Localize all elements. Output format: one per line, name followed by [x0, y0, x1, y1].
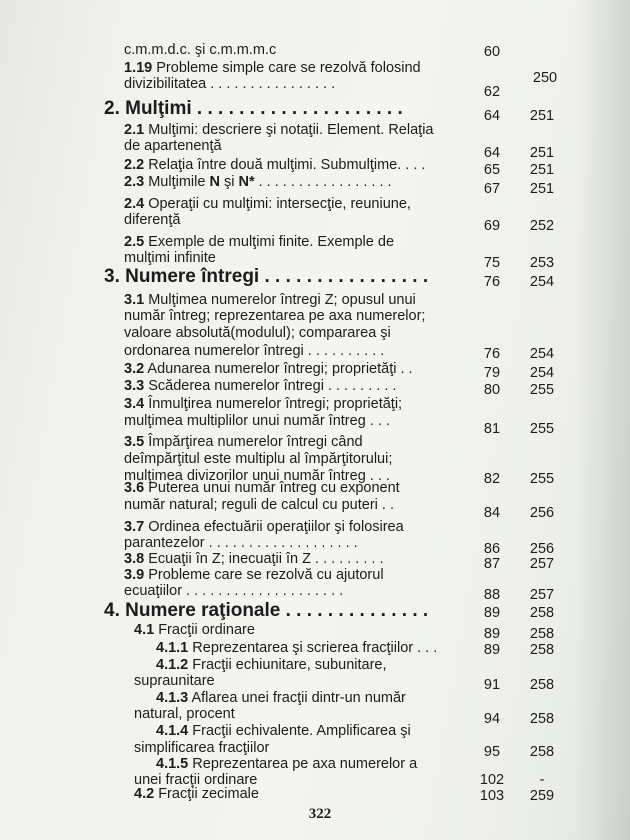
page-ref: 87	[483, 556, 501, 572]
toc-text: Reprezentarea pe axa numerelor a	[192, 756, 418, 772]
toc-text: Scăderea numerelor întregi . . . . . . . . .	[148, 378, 397, 394]
toc-text: deîmpărţitul este multiplu al împărţitorului;	[124, 451, 393, 467]
page-ref: 251	[529, 145, 555, 161]
page-ref: 76	[483, 274, 501, 290]
toc-number: 3.4	[124, 396, 145, 412]
page-ref: 255	[529, 471, 555, 487]
toc-text: mulţimea multiplilor unui număr întreg . . .	[124, 413, 390, 429]
page-ref: 258	[529, 677, 555, 693]
toc-text: Adunarea numerelor întregi; proprietăţi . .	[147, 361, 413, 377]
toc-text: Înmulţirea numerelor întregi; proprietăţi;	[148, 396, 403, 412]
page-ref: 259	[529, 788, 555, 804]
toc-text: valoare absolută(modulul); compararea şi	[124, 325, 391, 341]
toc-text: natural, procent	[134, 706, 235, 722]
toc-text: Mulţimile	[148, 174, 206, 190]
page-ref: 251	[529, 162, 555, 178]
toc-text: Probleme simple care se rezolvă folosind	[156, 60, 421, 76]
toc-number: 4.1.4	[156, 723, 189, 739]
toc-line	[124, 519, 404, 535]
section-heading: 4. Numere raţionale . . . . . . . . . . . . . .	[104, 600, 429, 621]
toc-number: 4.1.3	[156, 690, 189, 706]
toc-text: ecuaţiilor . . . . . . . . . . . . . . . . . . . .	[124, 583, 344, 599]
toc-line	[156, 756, 417, 772]
page-ref: 65	[483, 162, 501, 178]
page-ref: 89	[483, 626, 501, 642]
page-ref: -	[539, 772, 545, 788]
toc-text: unei fracţii ordinare	[134, 772, 258, 788]
page-ref: 64	[483, 108, 501, 124]
page-ref: 76	[483, 346, 501, 362]
page-ref: 103	[479, 788, 505, 804]
toc-line	[124, 76, 335, 92]
toc-text: mulţimea divizorilor unui număr întreg . . .	[124, 468, 390, 484]
set-symbol: N*	[238, 174, 255, 190]
toc-text: Exemple de mulţimi finite. Exemple de	[148, 234, 395, 250]
toc-line	[156, 657, 387, 673]
toc-number: 4.2	[134, 786, 155, 802]
toc-number: 3.2	[124, 361, 145, 377]
toc-text: Operaţii cu mulţimi: intersecţie, reuniune,	[148, 196, 411, 212]
toc-text: Fracţii zecimale	[158, 786, 259, 802]
toc-text: Mulţimi: descriere şi notaţii. Element. Relaţia	[148, 122, 434, 138]
toc-text: Fracţii ordinare	[158, 622, 255, 638]
toc-line	[124, 174, 392, 190]
page-ref: 251	[529, 181, 555, 197]
page-ref: 89	[483, 605, 501, 621]
page-ref: 258	[529, 626, 555, 642]
toc-text: Fracţii echiunitare, subunitare,	[192, 657, 387, 673]
toc-text: mulţimi infinite	[124, 250, 216, 266]
toc-line	[124, 451, 392, 467]
page-ref: 257	[529, 556, 555, 572]
toc-line	[124, 196, 411, 212]
toc-text: Probleme care se rezolvă cu ajutorul	[148, 567, 384, 583]
page-ref: 256	[529, 541, 555, 557]
toc-number: 4.1	[134, 622, 155, 638]
toc-line	[134, 740, 269, 756]
toc-line	[124, 567, 384, 583]
toc-text: Relaţia între două mulţimi. Submulţime. . . .	[148, 157, 426, 173]
section-heading: 2. Mulţimi . . . . . . . . . . . . . . . . . . . .	[104, 98, 403, 119]
page-ref: 82	[483, 471, 501, 487]
toc-line	[124, 396, 402, 412]
toc-line	[124, 361, 413, 377]
toc-line	[124, 292, 416, 308]
page-ref: 256	[529, 505, 555, 521]
toc-text: Aflarea unei fracţii dintr-un număr	[191, 690, 406, 706]
page-ref: 86	[483, 541, 501, 557]
toc-text: număr natural; reguli de calcul cu puteri . .	[124, 497, 394, 513]
toc-text: şi	[223, 174, 235, 190]
toc-number: 2.4	[124, 196, 145, 212]
toc-number: 2.5	[124, 234, 145, 250]
page-number: 322	[308, 806, 332, 822]
toc-line	[124, 434, 363, 450]
page-ref: 102	[479, 772, 505, 788]
page-ref: 257	[529, 587, 555, 603]
toc-number: 4.1.1	[156, 640, 189, 656]
page-ref: 255	[529, 382, 555, 398]
toc-text: număr întreg; reprezentarea pe axa numerelor;	[124, 308, 426, 324]
section-heading: 3. Numere întregi . . . . . . . . . . . . . . . .	[104, 266, 429, 287]
toc-text: diferenţă	[124, 212, 181, 228]
toc-line	[124, 234, 394, 250]
page-ref: 80	[483, 382, 501, 398]
toc-line	[124, 42, 276, 58]
toc-line	[156, 690, 406, 706]
page-ref: 81	[483, 421, 501, 437]
toc-line	[156, 640, 437, 656]
page-ref: 254	[529, 346, 555, 362]
toc-number: 2.2	[124, 157, 145, 173]
toc-text: ordonarea numerelor întregi . . . . . . . . . .	[124, 343, 385, 359]
toc-text: supraunitare	[134, 673, 215, 689]
toc-line	[124, 535, 358, 551]
toc-line	[124, 250, 216, 266]
toc-text: Mulţimea numerelor întregi Z; opusul unui	[148, 292, 416, 308]
toc-line	[124, 60, 421, 76]
page-ref: 251	[529, 108, 555, 124]
toc-text: parantezelor . . . . . . . . . . . . . . . . . . .	[124, 535, 358, 551]
page-ref: 69	[483, 218, 501, 234]
toc-line	[124, 343, 384, 359]
toc-number: 3.1	[124, 292, 145, 308]
page-ref: 79	[483, 365, 501, 381]
toc-text: Puterea unui număr întreg cu exponent	[148, 480, 400, 496]
page-ref: 75	[483, 255, 501, 271]
toc-number: 3.6	[124, 480, 145, 496]
toc-line	[134, 786, 259, 802]
page-ref: 91	[483, 677, 501, 693]
toc-text: Împărţirea numerelor întregi când	[148, 434, 363, 450]
page-ref: 254	[529, 365, 555, 381]
page-ref: 64	[483, 145, 501, 161]
toc-line	[134, 706, 235, 722]
toc-text: Fracţii echivalente. Amplificarea şi	[192, 723, 411, 739]
page-ref: 67	[483, 181, 501, 197]
toc-number: 4.1.2	[156, 657, 189, 673]
toc-text: simplificarea fracţiilor	[134, 740, 270, 756]
toc-number: 2.3	[124, 174, 145, 190]
toc-line	[124, 583, 343, 599]
toc-line	[124, 378, 396, 394]
toc-line	[124, 308, 425, 324]
page-ref: 88	[483, 587, 501, 603]
toc-line	[124, 480, 400, 496]
page-ref: 84	[483, 505, 501, 521]
page-edge-shadow	[575, 0, 630, 840]
toc-number: 4.1.5	[156, 756, 189, 772]
page-ref: 94	[483, 711, 501, 727]
toc-line	[124, 122, 433, 138]
toc-line	[134, 673, 215, 689]
toc-text: Reprezentarea şi scrierea fracţiilor . . .	[192, 640, 438, 656]
toc-number: 1.19	[124, 60, 153, 76]
page-ref: 254	[529, 274, 555, 290]
page-ref: 258	[529, 711, 555, 727]
page-ref: 253	[529, 255, 555, 271]
toc-number: 3.7	[124, 519, 145, 535]
page-ref: 95	[483, 744, 501, 760]
toc-number: 3.8	[124, 551, 145, 567]
toc-leader: . . . . . . . . . . . . . . . . .	[258, 174, 392, 190]
page-ref: 89	[483, 642, 501, 658]
toc-line	[124, 157, 425, 173]
toc-line	[124, 551, 384, 567]
toc-text: Ordinea efectuării operaţiilor şi folosirea	[148, 519, 404, 535]
toc-line	[124, 413, 390, 429]
toc-text: Ecuaţii în Z; inecuaţii în Z . . . . . . . . .	[148, 551, 384, 567]
toc-line	[124, 497, 394, 513]
page-ref: 252	[529, 218, 555, 234]
toc-line	[134, 622, 255, 638]
toc-number: 2.1	[124, 122, 145, 138]
page-ref: 62	[483, 84, 501, 100]
page-ref: 60	[483, 44, 501, 60]
page-ref: 258	[529, 605, 555, 621]
toc-text: de apartenenţă	[124, 138, 222, 154]
toc-text: divizibilitatea . . . . . . . . . . . . . . . .	[124, 76, 336, 92]
toc-number: 3.9	[124, 567, 145, 583]
page-ref: 258	[529, 642, 555, 658]
toc-number: 3.5	[124, 434, 145, 450]
page-ref: 250	[532, 70, 558, 86]
toc-line	[124, 325, 391, 341]
toc-text: c.m.m.d.c. şi c.m.m.m.c	[124, 42, 277, 58]
page-ref: 255	[529, 421, 555, 437]
page-ref: 258	[529, 744, 555, 760]
set-symbol: N	[209, 174, 220, 190]
toc-line	[124, 212, 180, 228]
toc-number: 3.3	[124, 378, 145, 394]
toc-line	[156, 723, 411, 739]
toc-line	[124, 138, 222, 154]
